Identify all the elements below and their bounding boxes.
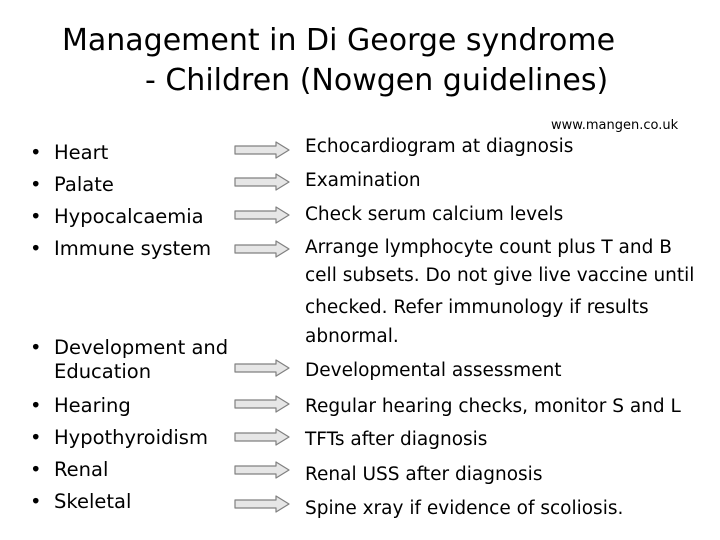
bullet: • (30, 141, 42, 164)
bullet: • (30, 490, 42, 513)
title-line-1: Management in Di George syndrome (62, 23, 616, 58)
right-arrow-icon (234, 240, 290, 258)
management-hearing: Regular hearing checks, monitor S and L (305, 396, 681, 417)
bullet: • (30, 173, 42, 196)
management-hypothyroidism: TFTs after diagnosis (305, 429, 488, 450)
management-development: Developmental assessment (305, 360, 562, 381)
management-heart: Echocardiogram at diagnosis (305, 136, 574, 157)
bullet: • (30, 458, 42, 481)
bullet: • (30, 237, 42, 260)
right-arrow-icon (234, 461, 290, 479)
right-arrow-icon (234, 359, 290, 377)
right-arrow-icon (234, 206, 290, 224)
management-immune-line-2: cell subsets. Do not give live vaccine until (305, 265, 695, 286)
right-arrow-icon (234, 395, 290, 413)
bullet: • (30, 336, 42, 359)
right-arrow-icon (234, 141, 290, 159)
right-arrow-icon (234, 173, 290, 191)
bullet: • (30, 426, 42, 449)
right-arrow-icon (234, 428, 290, 446)
management-immune-line-3: checked. Refer immunology if results (305, 297, 649, 318)
management-immune-line-1: Arrange lymphocyte count plus T and B (305, 237, 672, 258)
management-skeletal: Spine xray if evidence of scoliosis. (305, 498, 624, 519)
title-line-2: - Children (Nowgen guidelines) (145, 63, 609, 98)
management-immune-line-4: abnormal. (305, 326, 399, 347)
management-palate: Examination (305, 170, 421, 191)
source-url: www.mangen.co.uk (551, 118, 679, 133)
right-arrow-icon (234, 495, 290, 513)
bullet: • (30, 394, 42, 417)
management-hypocalcaemia: Check serum calcium levels (305, 204, 564, 225)
bullet: • (30, 205, 42, 228)
management-renal: Renal USS after diagnosis (305, 464, 543, 485)
